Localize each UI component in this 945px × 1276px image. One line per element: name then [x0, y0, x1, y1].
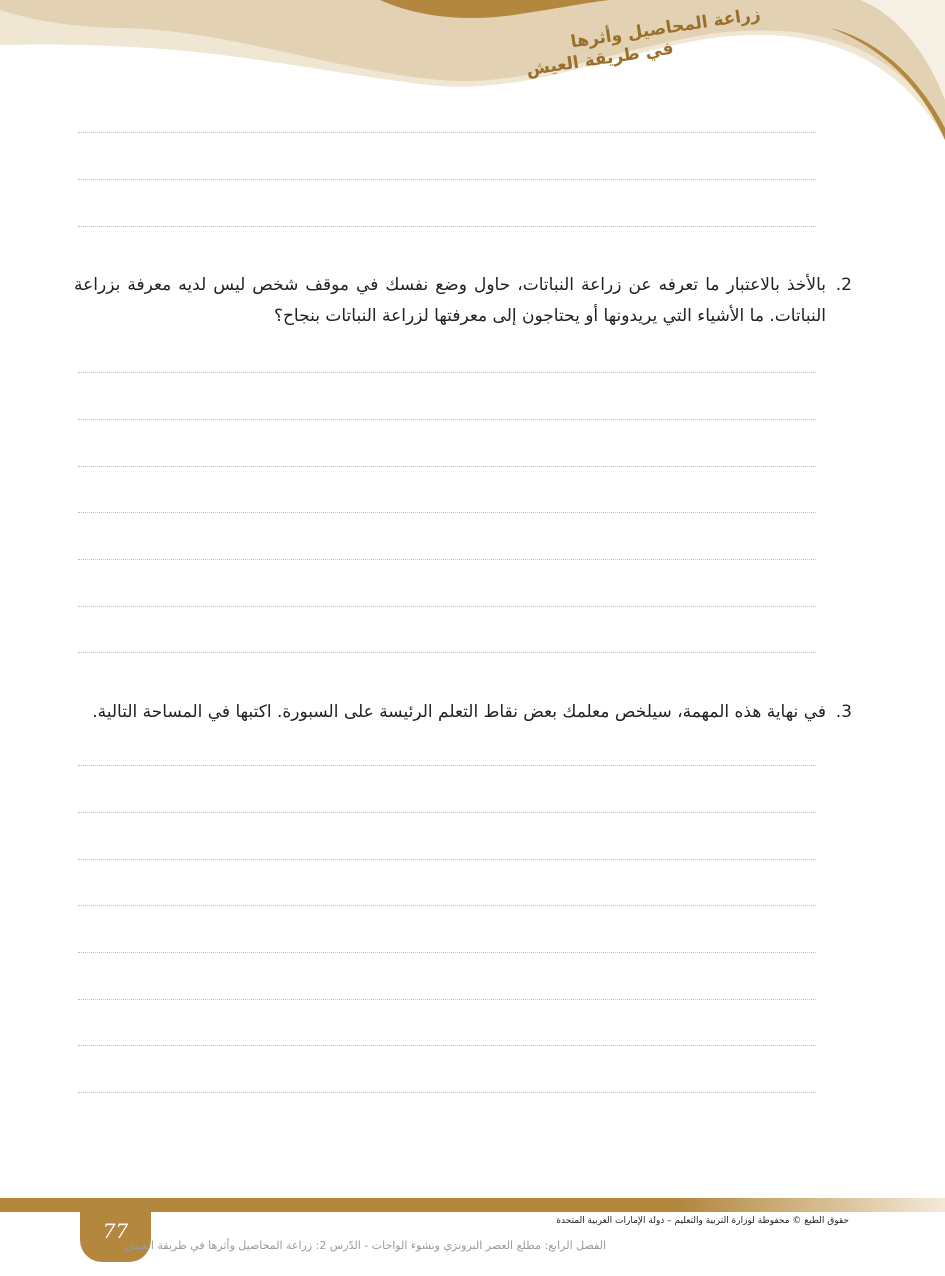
question-text: في نهاية هذه المهمة، سيلخص معلمك بعض نقاط التعلم الرئيسة على السبورة. اكتبها في المساحة التالية. — [92, 702, 826, 722]
answer-line[interactable] — [78, 999, 816, 1000]
answer-line[interactable] — [78, 179, 816, 180]
question-3 — [70, 697, 852, 731]
answer-line[interactable] — [78, 132, 816, 133]
page-number-tab — [80, 1205, 151, 1262]
answer-line[interactable] — [78, 952, 816, 953]
footer-copyright: حقوق الطبع © محفوظة لوزارة التربية والتعليم – دولة الإمارات العربية المتحدة — [556, 1216, 849, 1226]
answer-line[interactable] — [78, 226, 816, 227]
header-title-line1: زراعة المحاصيل وأثرها — [569, 4, 762, 53]
question-number: 2. — [835, 275, 852, 295]
answer-line[interactable] — [78, 466, 816, 467]
answer-line[interactable] — [78, 765, 816, 766]
answer-line[interactable] — [78, 512, 816, 513]
answer-line[interactable] — [78, 1092, 816, 1093]
answer-line[interactable] — [78, 559, 816, 560]
answer-line[interactable] — [78, 1045, 816, 1046]
header-title-line2: في طريقة العيش — [525, 38, 675, 81]
answer-line[interactable] — [78, 652, 816, 653]
question-text: بالأخذ بالاعتبار ما تعرفه عن زراعة النباتات، حاول وضع نفسك في موقف شخص ليس لديه معرفة بزراعة النباتات. ما الأشياء التي يريدونها أو يحتاجون إلى معرفتها لزراعة النباتات بنجاح؟ — [74, 275, 826, 326]
answer-line[interactable] — [78, 859, 816, 860]
question-number: 3. — [835, 702, 852, 722]
answer-line[interactable] — [78, 812, 816, 813]
answer-line[interactable] — [78, 372, 816, 373]
answer-line[interactable] — [78, 905, 816, 906]
answer-line[interactable] — [78, 606, 816, 607]
question-2 — [70, 270, 852, 336]
footer-chapter-title: الفصل الرابع: مطلع العصر البرونزي ونشوء الواحات - الدّرس 2: زراعة المحاصيل وأثرها في طريقة العيش — [124, 1239, 606, 1252]
answer-line[interactable] — [78, 419, 816, 420]
page-number: 77 — [102, 1219, 129, 1243]
